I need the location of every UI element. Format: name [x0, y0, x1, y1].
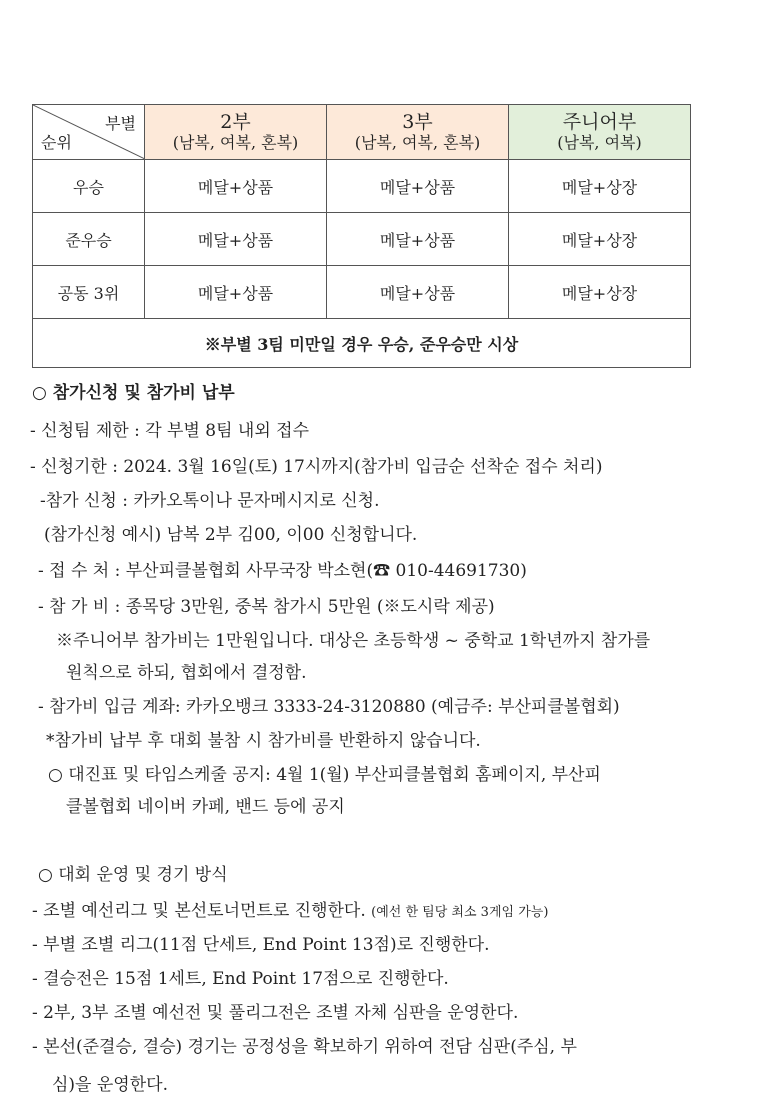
text-line: -참가 신청 : 카카오톡이나 문자메시지로 신청.	[40, 491, 380, 511]
prize-cell: 메달+상품	[327, 266, 509, 319]
text-line	[32, 896, 548, 921]
text-line: - 본선(준결승, 결승) 경기는 공정성을 확보하기 위하여 전담 심판(주심, 부	[32, 1037, 577, 1057]
text-line: *참가비 납부 후 대회 불참 시 참가비를 반환하지 않습니다.	[46, 731, 481, 751]
section-registration-title: ○ 참가신청 및 참가비 납부	[32, 383, 235, 403]
text-note-small: (예선 한 팀당 최소 3게임 가능)	[371, 905, 549, 920]
prize-cell: 메달+상품	[145, 160, 327, 213]
text-line: - 신청팀 제한 : 각 부별 8팀 내외 접수	[30, 421, 310, 441]
rank-cell: 공동 3위	[33, 266, 145, 319]
text-line: ※주니어부 참가비는 1만원입니다. 대상은 초등학생 ~ 중학교 1학년까지 참가를	[56, 631, 651, 651]
prize-cell: 메달+상장	[509, 213, 691, 266]
header-name: 3부	[402, 111, 433, 133]
prize-cell: 메달+상장	[509, 160, 691, 213]
header-sub: (남복, 여복, 혼복)	[354, 133, 481, 152]
prize-table	[32, 104, 691, 368]
header-division-junior	[509, 105, 691, 160]
prize-cell: 메달+상품	[145, 266, 327, 319]
section-operation-title: ○ 대회 운영 및 경기 방식	[38, 865, 228, 885]
text-line: - 접 수 처 : 부산피클볼협회 사무국장 박소현(☎ 010-44691730)	[38, 561, 527, 581]
table-row	[33, 160, 691, 213]
text-line: - 참 가 비 : 종목당 3만원, 중복 참가시 5만원 (※도시락 제공)	[38, 597, 495, 617]
rank-cell: 우승	[33, 160, 145, 213]
header-sub: (남복, 여복, 혼복)	[172, 133, 299, 152]
table-note: ※부별 3팀 미만일 경우 우승, 준우승만 시상	[33, 319, 691, 368]
text-line: - 참가비 입금 계좌: 카카오뱅크 3333-24-3120880 (예금주: 부산피클볼협회)	[38, 697, 620, 717]
corner-label-division: 부별	[105, 114, 136, 133]
header-sub: (남복, 여복)	[557, 133, 642, 152]
table-note-row	[33, 319, 691, 368]
rank-cell: 준우승	[33, 213, 145, 266]
text-line: ○ 대진표 및 타임스케줄 공지: 4월 1(월) 부산피클볼협회 홈페이지, 부산피	[48, 765, 601, 785]
prize-cell: 메달+상품	[145, 213, 327, 266]
prize-cell: 메달+상장	[509, 266, 691, 319]
prize-cell: 메달+상품	[327, 160, 509, 213]
table-row	[33, 213, 691, 266]
header-division-2	[145, 105, 327, 160]
text-line: 원칙으로 하되, 협회에서 결정함.	[66, 663, 307, 683]
header-name: 2부	[220, 111, 251, 133]
text-line: 심)을 운영한다.	[52, 1075, 168, 1095]
table-header-row	[33, 105, 691, 160]
text-line: - 신청기한 : 2024. 3월 16일(토) 17시까지(참가비 입금순 선착순 접수 처리)	[30, 457, 603, 477]
text-line: 클볼협회 네이버 카페, 밴드 등에 공지	[66, 797, 345, 817]
text-line: (참가신청 예시) 남복 2부 김00, 이00 신청합니다.	[44, 525, 418, 545]
header-division-3	[327, 105, 509, 160]
text-line: - 부별 조별 리그(11점 단세트, End Point 13점)로 진행한다.	[32, 935, 490, 955]
text-line: - 결승전은 15점 1세트, End Point 17점으로 진행한다.	[32, 969, 449, 989]
prize-cell: 메달+상품	[327, 213, 509, 266]
table-corner-cell	[33, 105, 145, 160]
corner-label-rank: 순위	[41, 133, 72, 152]
text-line: - 2부, 3부 조별 예선전 및 풀리그전은 조별 자체 심판을 운영한다.	[32, 1003, 519, 1023]
table-row	[33, 266, 691, 319]
header-name: 주니어부	[562, 111, 637, 133]
text-main: - 조별 예선리그 및 본선토너먼트로 진행한다.	[32, 901, 366, 921]
